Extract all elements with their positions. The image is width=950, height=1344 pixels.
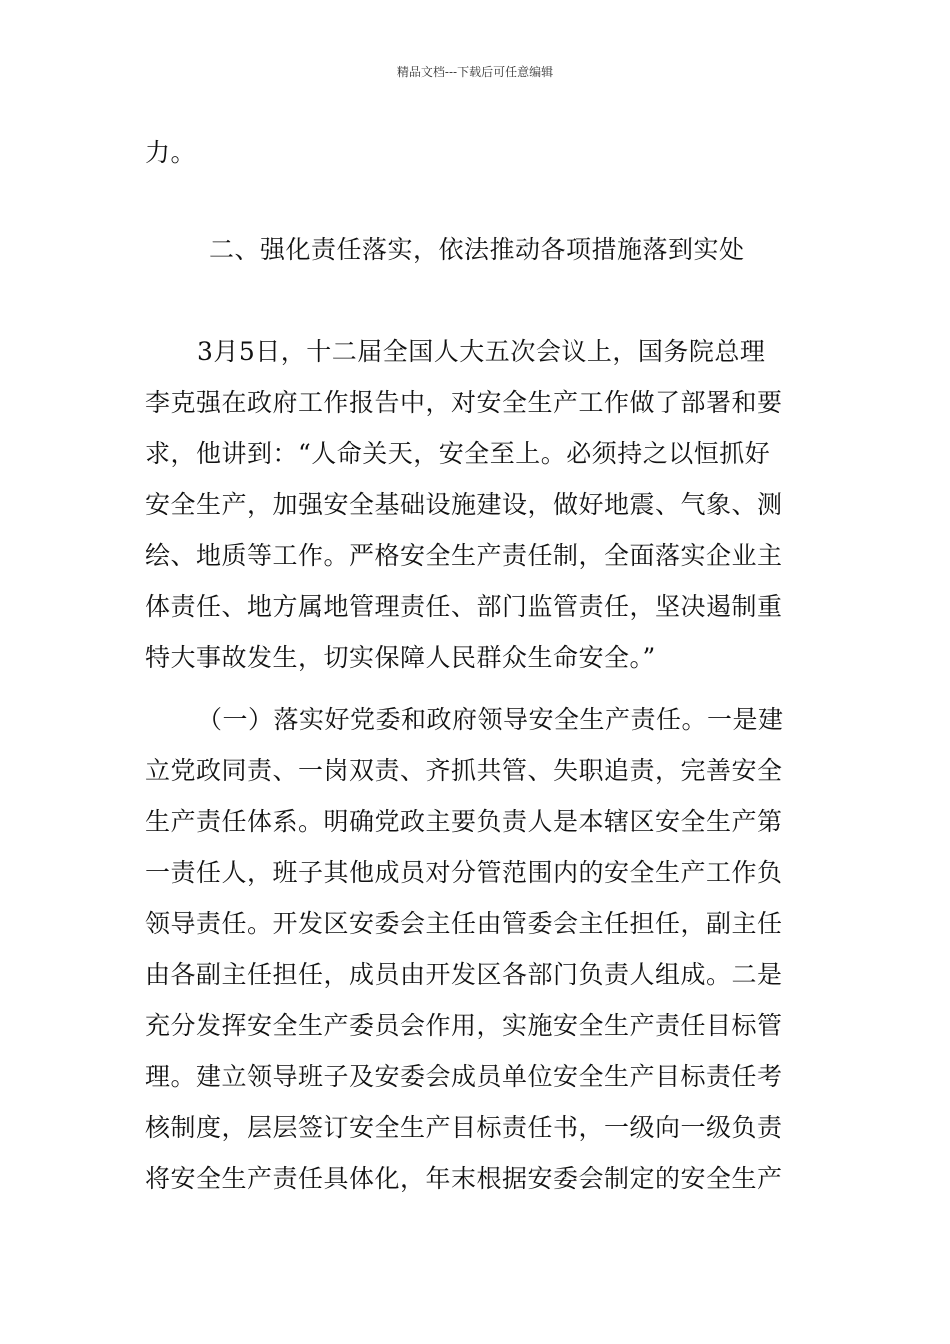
text-line: 核制度，层层签订安全生产目标责任书，一级向一级负责 [145,1113,783,1142]
text-line: 由各副主任担任，成员由开发区各部门负责人组成。二是 [145,960,783,989]
section-heading-text: 二、强化责任落实，依法推动各项措施落到实处 [209,235,745,264]
text-line: 力。 [145,138,197,167]
text-line: 绘、地质等工作。严格安全生产责任制，全面落实企业主 [145,541,783,570]
text-line: 将安全生产责任具体化，年末根据安委会制定的安全生产 [145,1164,783,1193]
text-line: （一）落实好党委和政府领导安全生产责任。一是建 [197,705,784,734]
text-line: 生产责任体系。明确党政主要负责人是本辖区安全生产第 [145,807,783,836]
paragraph-report [145,326,805,683]
text-line: 立党政同责、一岗双责、齐抓共管、失职追责，完善安全 [145,756,783,785]
page-header: 精品文档---下载后可任意编辑 [396,65,554,79]
text-line: 求，他讲到：“人命关天，安全至上。必须持之以恒抓好 [145,439,771,468]
paragraph-responsibility [145,694,805,1204]
text-line: 一责任人，班子其他成员对分管范围内的安全生产工作负 [145,858,783,887]
paragraph-continuation [145,127,805,178]
text-line: 体责任、地方属地管理责任、部门监管责任，坚决遏制重 [145,592,783,621]
text-line: 充分发挥安全生产委员会作用，实施安全生产责任目标管 [145,1011,783,1040]
section-heading [145,224,805,275]
text-line: 3月5日，十二届全国人大五次会议上，国务院总理 [197,337,766,366]
text-line: 李克强在政府工作报告中，对安全生产工作做了部署和要 [145,388,783,417]
text-line: 安全生产，加强安全基础设施建设，做好地震、气象、测 [145,490,783,519]
text-line: 理。建立领导班子及安委会成员单位安全生产目标责任考 [145,1062,783,1091]
text-line: 特大事故发生，切实保障人民群众生命安全。” [145,643,656,672]
text-line: 领导责任。开发区安委会主任由管委会主任担任，副主任 [145,909,783,938]
